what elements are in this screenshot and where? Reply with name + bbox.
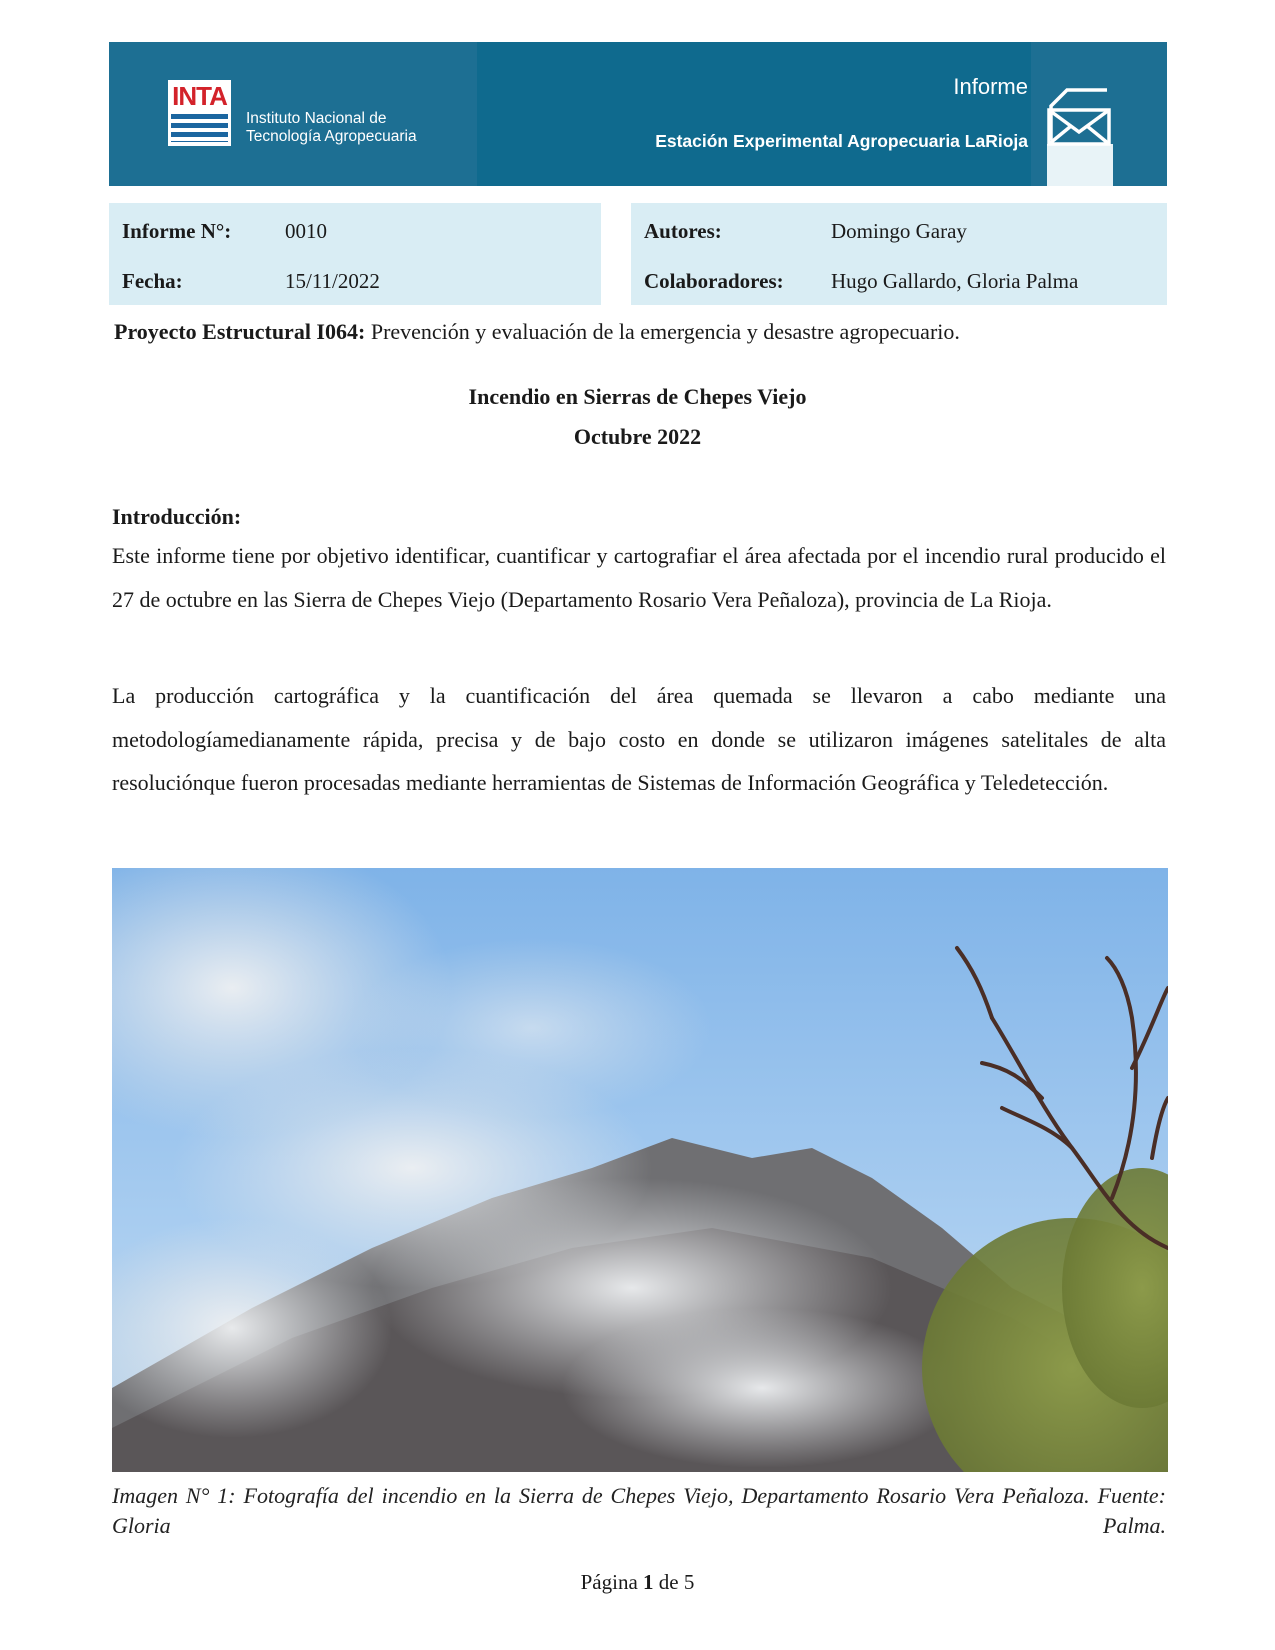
report-label: Informe (953, 74, 1028, 99)
fire-photo-illustration (112, 868, 1168, 1472)
informe-row (122, 216, 327, 246)
fecha-label: Fecha: (122, 269, 183, 293)
logo-wordmark: INTA (172, 81, 227, 111)
inta-logo (168, 80, 231, 146)
header-band (477, 42, 1031, 186)
colaboradores-row (644, 266, 1079, 296)
header-banner (109, 42, 1167, 186)
institute-name (246, 110, 417, 146)
intro-heading: Introducción: (112, 504, 242, 529)
project-text: Prevención y evaluación de la emergencia y desastre agropecuario. (365, 319, 960, 344)
colaboradores-label: Colaboradores: (644, 269, 784, 293)
logo-stripes (171, 114, 228, 142)
informe-value: 0010 (285, 219, 327, 243)
page-prefix: Página (580, 1570, 644, 1594)
autores-row (644, 216, 967, 246)
envelope-icon (1047, 80, 1113, 186)
fecha-row (122, 266, 380, 296)
autores-value: Domingo Garay (831, 219, 967, 243)
fire-photo (112, 868, 1168, 1472)
institute-line-1: Instituto Nacional de (246, 110, 387, 127)
project-label: Proyecto Estructural I064: (114, 319, 366, 344)
intro-paragraph-1: Este informe tiene por objetivo identificar, cuantificar y cartografiar el área afectada por el incendio rural producido el 27 de octubre en las Sierra de Chepes Viejo (Departamento Rosario Vera Peñaloza), provincia de La Rioja. (112, 543, 1166, 612)
colaboradores-value: Hugo Gallardo, Gloria Palma (831, 269, 1079, 293)
page-middle: de (653, 1570, 684, 1594)
document-subtitle: Octubre 2022 (573, 424, 702, 449)
intro-paragraph-2: La producción cartográfica y la cuantificación del área quemada se llevaron a cabo mediante una metodologíamedianamente rápida, precisa y de bajo costo en donde se utilizaron imágenes satelitales de alta resoluciónque fueron procesadas mediante herramientas de Sistemas de Información Geográfica y Teledetección. (112, 683, 1166, 795)
page-total: 5 (683, 1570, 695, 1594)
informe-label: Informe N°: (122, 219, 232, 243)
page-number (0, 1570, 1275, 1595)
page-current: 1 (643, 1570, 654, 1594)
figure-caption: Imagen N° 1: Fotografía del incendio en la Sierra de Chepes Viejo, Departamento Rosario Vera Peñaloza. Fuente: Gloria Palma. (112, 1483, 1166, 1538)
station-name: Estación Experimental Agropecuaria LaRioja (655, 131, 1028, 151)
autores-label: Autores: (644, 219, 722, 243)
authors-meta-box (631, 203, 1167, 305)
project-line (114, 316, 960, 348)
document-title: Incendio en Sierras de Chepes Viejo (468, 384, 807, 409)
fecha-value: 15/11/2022 (285, 269, 380, 293)
report-meta-box (109, 203, 601, 305)
institute-line-2: Tecnología Agropecuaria (246, 128, 417, 145)
